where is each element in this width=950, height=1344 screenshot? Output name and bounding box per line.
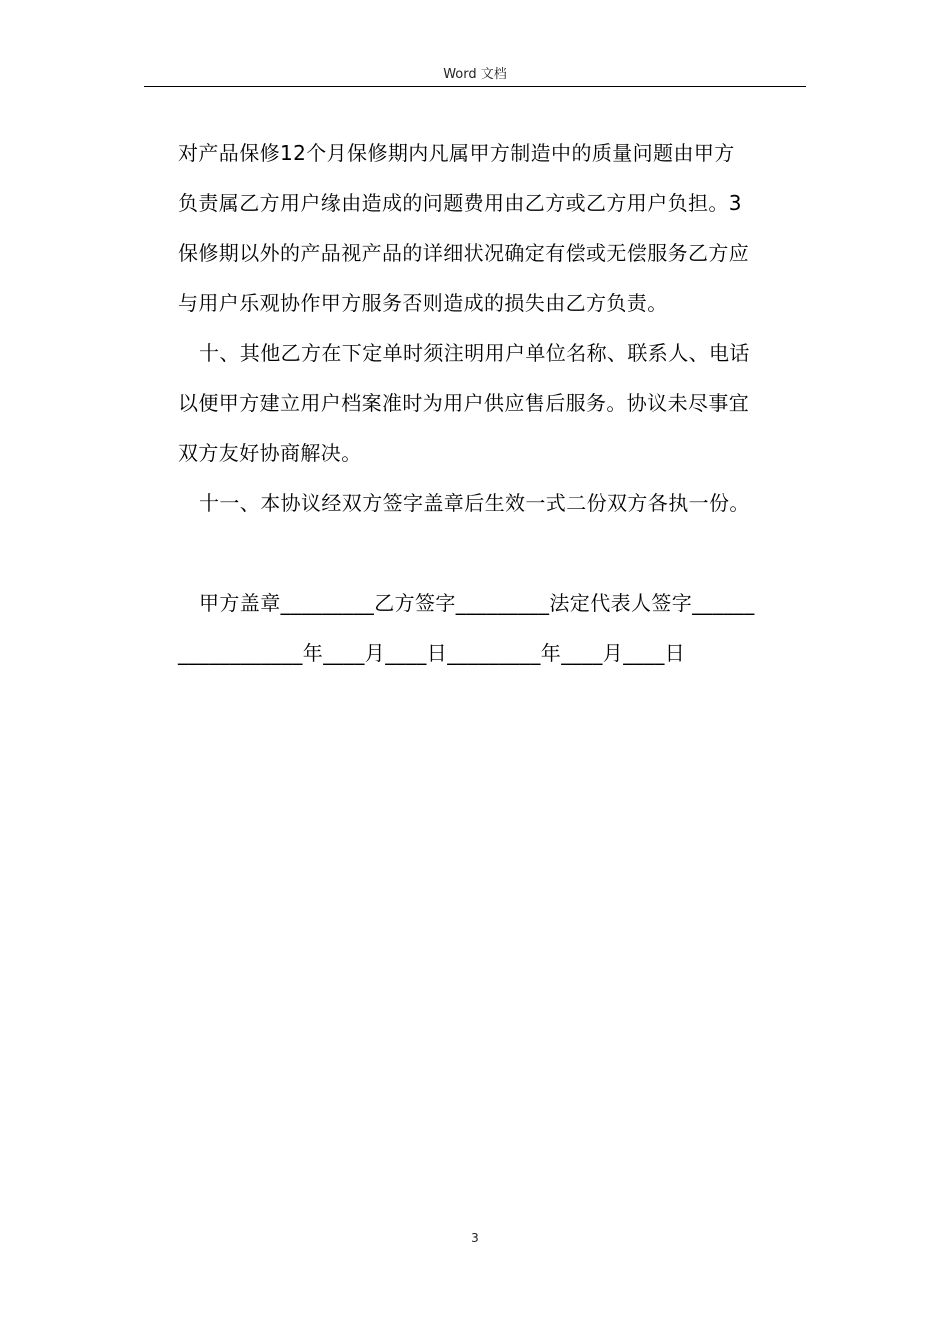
- signature-line: 甲方盖章_________乙方签字_________法定代表人签字______: [199, 591, 755, 615]
- blank-spacer: [178, 528, 810, 578]
- document-body: [178, 128, 810, 678]
- clause-ten-line: 十、其他乙方在下定单时须注明用户单位名称、联系人、电话: [199, 341, 750, 365]
- paragraph-line: 与用户乐观协作甲方服务否则造成的损失由乙方负责。: [178, 291, 668, 315]
- paragraph-line: 负责属乙方用户缘由造成的问题费用由乙方或乙方用户负担。3: [178, 191, 742, 215]
- page-number: 3: [471, 1231, 479, 1245]
- paragraph-line: 对产品保修12个月保修期内凡属甲方制造中的质量问题由甲方: [178, 141, 735, 165]
- header-title: Word 文档: [443, 67, 507, 82]
- clause-eleven-line: 十一、本协议经双方签字盖章后生效一式二份双方各执一份。: [199, 491, 750, 515]
- date-line: ____________年____月____日_________年____月____日: [178, 641, 686, 665]
- paragraph-line: 以便甲方建立用户档案准时为用户供应售后服务。协议未尽事宜: [178, 391, 750, 415]
- header-divider: [144, 86, 806, 87]
- page-header: [144, 66, 806, 84]
- paragraph-line: 双方友好协商解决。: [178, 441, 362, 465]
- paragraph-line: 保修期以外的产品视产品的详细状况确定有偿或无偿服务乙方应: [178, 241, 750, 265]
